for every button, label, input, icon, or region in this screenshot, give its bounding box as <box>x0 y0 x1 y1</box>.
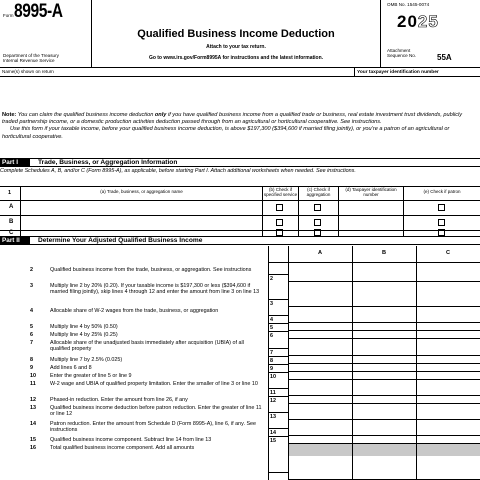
row-a-aggregation-checkbox[interactable] <box>314 204 321 211</box>
line-box-label: 13 <box>268 412 288 420</box>
row-c-patron-checkbox[interactable] <box>438 229 445 236</box>
line-4-col-a-input[interactable] <box>289 307 352 322</box>
attach-instruction: Attach to your tax return. <box>206 44 266 50</box>
line-description: Multiply line 4 by 25% (0.25) <box>50 332 118 338</box>
form-title-block <box>92 0 380 68</box>
line-number: 14 <box>30 421 36 427</box>
line-11-col-b-input[interactable] <box>353 380 416 395</box>
line-number: 4 <box>30 308 33 314</box>
line-description: Multiply line 7 by 2.5% (0.025) <box>50 357 123 363</box>
line-description: Qualified business income component. Subtract line 14 from line 13 <box>50 437 212 443</box>
dept-line-2: Internal Revenue Service <box>3 58 55 64</box>
line-16-col-a-input[interactable] <box>289 444 352 456</box>
line-4-col-b-input[interactable] <box>353 307 416 322</box>
note-block <box>2 112 476 141</box>
line-description: Qualified business income deduction before patron reduction. Enter the greater of line 11 or line 12 <box>50 405 262 418</box>
line-15-col-b-input[interactable] <box>353 436 416 443</box>
part2-col-a-header: A <box>317 250 323 256</box>
form-number: 8995-A <box>14 1 63 22</box>
line-description: W-2 wage and UBIA of qualified property limitation. Enter the smaller of line 3 or line 10 <box>50 381 258 387</box>
part2-line-13 <box>0 404 480 420</box>
part1-table <box>0 186 480 232</box>
part2-line-15 <box>0 436 480 444</box>
form-header <box>0 0 480 68</box>
department-label <box>3 53 59 64</box>
line-7-col-a-input[interactable] <box>289 339 352 355</box>
line-box-label: 7 <box>268 348 288 356</box>
note-lead: Note: <box>2 112 17 118</box>
col-c-header: (c) Check if aggregation <box>306 186 331 197</box>
row-c-specified-service-checkbox[interactable] <box>276 229 283 236</box>
part1-instructions: Complete Schedules A, B, and/or C (Form 8995-A), as applicable, before starting Part I. Attach additional worksheets when needed. See instructions. <box>0 168 356 174</box>
line-12-col-c-input[interactable] <box>417 396 480 403</box>
dept-line-1: Department of the Treasury <box>3 53 59 58</box>
row-a-specified-service-checkbox[interactable] <box>276 204 283 211</box>
line-number: 8 <box>30 357 33 363</box>
line-3-col-b-input[interactable] <box>353 282 416 306</box>
line-5-col-a-input[interactable] <box>289 323 352 330</box>
line-8-col-c-input[interactable] <box>417 356 480 363</box>
line-box-label: 10 <box>268 372 288 380</box>
attachment-line-2: Sequence No. <box>387 53 417 59</box>
line-number: 3 <box>30 283 33 289</box>
line-description: Qualified business income from the trade, business, or aggregation. See instructions <box>50 267 252 273</box>
line-description: Allocable share of the unadjusted basis immediately after acquisition (UBIA) of all qualified property <box>50 340 244 353</box>
line-14-col-b-input[interactable] <box>353 420 416 435</box>
line-6-col-a-input[interactable] <box>289 331 352 338</box>
part1-row-label-a: A <box>9 204 14 210</box>
line-number: 12 <box>30 397 36 403</box>
line-8-col-b-input[interactable] <box>353 356 416 363</box>
part1-row-label-c: C <box>9 230 14 236</box>
part1-line-number: 1 <box>8 190 12 196</box>
line-number: 5 <box>30 324 33 330</box>
part1-title: Trade, Business, or Aggregation Information <box>38 159 178 166</box>
line-box-label <box>268 472 288 480</box>
line-12-col-a-input[interactable] <box>289 396 352 403</box>
line-14-col-a-input[interactable] <box>289 420 352 435</box>
line-3-col-a-input[interactable] <box>289 282 352 306</box>
attachment-line-1: Attachment <box>387 48 411 53</box>
note-use-form: Use this form if your taxable income, before your qualified business income deduction, is above $197,300 ($394,600 if married filing jointly), or you’re a patron of an agricultural or horticultural cooperative. <box>2 126 450 140</box>
form-year-block <box>380 0 480 68</box>
line-16-col-c-input[interactable] <box>417 444 480 456</box>
line-2-col-a-input[interactable] <box>289 266 352 281</box>
form-title: Qualified Business Income Deduction <box>137 28 335 40</box>
line-5-col-b-input[interactable] <box>353 323 416 330</box>
line-2-col-b-input[interactable] <box>353 266 416 281</box>
part2-tag: Part II <box>0 237 30 244</box>
col-d-header: (d) Taxpayer identification number <box>345 186 397 197</box>
line-10-col-c-input[interactable] <box>417 372 480 379</box>
line-description: Multiply line 2 by 20% (0.20). If your taxable income is $197,300 or less ($394,600 if married filing jointly), skip lines 4 through 12 and enter the amount from line 3 on line 13 <box>50 283 260 296</box>
part1-tag: Part I <box>0 159 30 166</box>
line-description: Phased-in reduction. Enter the amount from line 26, if any <box>50 397 188 403</box>
part2-header <box>0 236 480 245</box>
part2-line-3 <box>0 282 480 307</box>
line-number: 7 <box>30 340 33 346</box>
line-box-label: 2 <box>268 274 288 282</box>
line-box-label: 6 <box>268 331 288 339</box>
line-15-col-c-input[interactable] <box>417 436 480 443</box>
line-11-col-a-input[interactable] <box>289 380 352 395</box>
row-b-aggregation-checkbox[interactable] <box>314 219 321 226</box>
line-13-col-a-input[interactable] <box>289 404 352 419</box>
line-11-col-c-input[interactable] <box>417 380 480 395</box>
part2-line-2 <box>0 266 480 282</box>
line-box-label: 12 <box>268 396 288 404</box>
line-box-label: 3 <box>268 299 288 307</box>
part2-col-b-header: B <box>381 250 387 256</box>
line-3-col-c-input[interactable] <box>417 282 480 306</box>
line-8-col-a-input[interactable] <box>289 356 352 363</box>
line-2-col-c-input[interactable] <box>417 266 480 281</box>
line-5-col-c-input[interactable] <box>417 323 480 330</box>
line-number: 6 <box>30 332 33 338</box>
line-description: Add lines 6 and 8 <box>50 365 92 371</box>
line-box-label: 8 <box>268 356 288 364</box>
col-a-header: (a) Trade, business, or aggregation name <box>100 189 183 195</box>
row-b-patron-checkbox[interactable] <box>438 219 445 226</box>
col-e-header: (e) Check if patron <box>423 189 461 195</box>
tin-field-label: Your taxpayer identification number <box>354 68 480 77</box>
tax-year <box>397 12 439 32</box>
line-box-label: 14 <box>268 428 288 436</box>
line-7-col-b-input[interactable] <box>353 339 416 355</box>
note-text-2: if you have qualified business income from a qualified trade or business, real estate investment trust dividends, publicly traded partnership income, or a domestic production activities deduction passed through from an agricultural or horticultural cooperative. See instructions. <box>2 112 463 126</box>
part2-col-c-header: C <box>445 250 451 256</box>
row-b-specified-service-checkbox[interactable] <box>276 219 283 226</box>
line-9-col-a-input[interactable] <box>289 364 352 371</box>
omb-number: OMB No. 1545-0074 <box>387 2 430 7</box>
part1-header <box>0 158 480 167</box>
tax-year-prefix: 20 <box>397 12 418 31</box>
form-id-block <box>0 0 92 68</box>
line-6-col-c-input[interactable] <box>417 331 480 338</box>
line-12-col-b-input[interactable] <box>353 396 416 403</box>
col-b-header: (b) Check if specified service <box>263 186 298 197</box>
line-4-col-c-input[interactable] <box>417 307 480 322</box>
part2-line-9 <box>0 364 480 372</box>
line-16-col-b-input[interactable] <box>353 444 416 456</box>
line-box-label: 15 <box>268 436 288 444</box>
line-7-col-c-input[interactable] <box>417 339 480 355</box>
attachment-label <box>387 48 416 59</box>
line-number: 11 <box>30 381 36 387</box>
part2-line-12 <box>0 396 480 404</box>
part2-line-5 <box>0 323 480 331</box>
part2-line-10 <box>0 372 480 380</box>
form-word: Form <box>3 13 14 18</box>
note-only: only <box>154 112 167 118</box>
note-text-1: You can claim the qualified business income deduction <box>17 112 154 118</box>
line-description: Multiply line 4 by 50% (0.50) <box>50 324 118 330</box>
line-number: 16 <box>30 445 36 451</box>
line-box-label: 4 <box>268 315 288 323</box>
goto-instruction: Go to www.irs.gov/Form8995A for instructions and the latest information. <box>148 55 324 61</box>
part2-line-14 <box>0 420 480 436</box>
line-10-col-b-input[interactable] <box>353 372 416 379</box>
line-box-label: 9 <box>268 364 288 372</box>
line-box-label: 11 <box>268 388 288 396</box>
line-14-col-c-input[interactable] <box>417 420 480 435</box>
name-row <box>0 68 480 77</box>
row-c-aggregation-checkbox[interactable] <box>314 229 321 236</box>
note-paragraph <box>2 112 476 126</box>
name-field-label: Name(s) shown on return <box>2 69 54 74</box>
line-number: 15 <box>30 437 36 443</box>
line-description: Patron reduction. Enter the amount from Schedule D (Form 8995-A), line 6, if any. See instructions <box>50 421 257 434</box>
line-9-col-c-input[interactable] <box>417 364 480 371</box>
line-description: Total qualified business income component. Add all amounts <box>50 445 195 451</box>
line-description: Allocable share of W-2 wages from the trade, business, or aggregation <box>50 308 219 314</box>
part2-line-7 <box>0 339 480 356</box>
line-6-col-b-input[interactable] <box>353 331 416 338</box>
part2-line-4 <box>0 307 480 323</box>
line-number: 13 <box>30 405 36 411</box>
part2-title: Determine Your Adjusted Qualified Business Income <box>38 237 203 244</box>
part2-line-8 <box>0 356 480 364</box>
part2-line-16 <box>0 444 480 480</box>
line-13-col-b-input[interactable] <box>353 404 416 419</box>
line-15-col-a-input[interactable] <box>289 436 352 443</box>
line-13-col-c-input[interactable] <box>417 404 480 419</box>
sequence-number: 55A <box>437 53 452 62</box>
line-number: 9 <box>30 365 33 371</box>
line-10-col-a-input[interactable] <box>289 372 352 379</box>
line-box-label: 5 <box>268 323 288 331</box>
tax-year-suffix: 25 <box>417 12 439 31</box>
part2-line-6 <box>0 331 480 339</box>
line-9-col-b-input[interactable] <box>353 364 416 371</box>
row-a-patron-checkbox[interactable] <box>438 204 445 211</box>
part1-row-label-b: B <box>9 219 14 225</box>
line-number: 2 <box>30 267 33 273</box>
line-number: 10 <box>30 373 36 379</box>
line-description: Enter the greater of line 5 or line 9 <box>50 373 132 379</box>
part2-line-11 <box>0 380 480 396</box>
